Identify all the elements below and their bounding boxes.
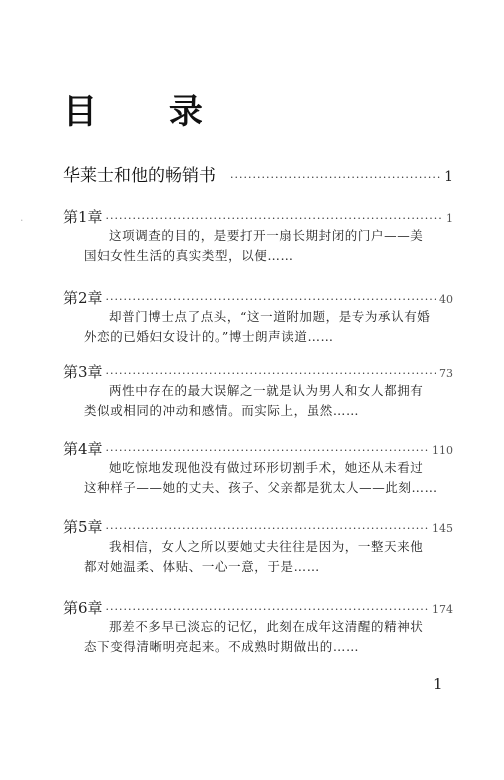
chapter-4-excerpt xyxy=(84,458,456,498)
toc-entry-chapter-4 xyxy=(63,438,453,459)
toc-entry-chapter-3 xyxy=(63,361,453,382)
chapter-label: 第5章 xyxy=(63,518,103,536)
dot-leader xyxy=(106,444,429,457)
excerpt-line: 类似或相同的冲动和感情。而实际上，虽然…… xyxy=(84,403,360,418)
margin-mark: · xyxy=(20,214,24,227)
chapter-page: 73 xyxy=(439,367,453,380)
chapter-page: 40 xyxy=(439,293,453,306)
dot-leader xyxy=(106,522,429,535)
chapter-1-excerpt xyxy=(84,226,456,266)
page-number: 1 xyxy=(433,675,443,693)
excerpt-line: 这种样子——她的丈夫、孩子、父亲都是犹太人——此刻…… xyxy=(84,480,438,495)
dot-leader xyxy=(106,212,443,225)
chapter-label: 第3章 xyxy=(63,363,103,381)
toc-title: 目 录 xyxy=(63,92,233,132)
chapter-label: 第2章 xyxy=(63,289,103,307)
toc-entry-foreword xyxy=(63,161,453,186)
dot-leader xyxy=(230,171,441,184)
chapter-page: 145 xyxy=(432,522,453,535)
excerpt-line: 外恋的已婚妇女设计的。”博士朗声读道…… xyxy=(84,329,334,344)
excerpt-line: 态下变得清晰明亮起来。不成熟时期做出的…… xyxy=(84,639,360,654)
excerpt-line: 那差不多早已淡忘的记忆，此刻在成年这清醒的精神状 xyxy=(109,619,424,634)
chapter-6-excerpt xyxy=(84,617,456,657)
chapter-5-excerpt xyxy=(84,537,456,577)
chapter-label: 第4章 xyxy=(63,440,103,458)
foreword-page: 1 xyxy=(444,169,453,185)
excerpt-line: 国妇女性生活的真实类型，以便…… xyxy=(84,248,294,263)
toc-entry-chapter-1 xyxy=(63,206,453,227)
excerpt-line: 都对她温柔、体贴、一心一意，于是…… xyxy=(84,559,320,574)
chapter-3-excerpt xyxy=(84,381,456,421)
foreword-label: 华莱士和他的畅销书 xyxy=(63,166,216,186)
chapter-page: 174 xyxy=(432,603,453,616)
chapter-label: 第6章 xyxy=(63,599,103,617)
chapter-page: 1 xyxy=(446,212,453,225)
chapter-label: 第1章 xyxy=(63,208,103,226)
toc-entry-chapter-6 xyxy=(63,597,453,618)
excerpt-line: 我相信，女人之所以要她丈夫往往是因为，一整天来他 xyxy=(109,539,424,554)
dot-leader xyxy=(106,603,429,616)
excerpt-line: 这项调查的目的，是要打开一扇长期封闭的门户——美 xyxy=(109,228,424,243)
chapter-2-excerpt xyxy=(84,307,456,347)
excerpt-line: 她吃惊地发现他没有做过环形切割手术，她还从未看过 xyxy=(109,460,424,475)
dot-leader xyxy=(106,367,436,380)
excerpt-line: 两性中存在的最大误解之一就是认为男人和女人都拥有 xyxy=(109,383,424,398)
excerpt-line: 却普门博士点了点头，“这一道附加题，是专为承认有婚 xyxy=(109,309,431,324)
dot-leader xyxy=(106,293,436,306)
chapter-page: 110 xyxy=(432,444,453,457)
toc-entry-chapter-5 xyxy=(63,516,453,537)
toc-entry-chapter-2 xyxy=(63,287,453,308)
